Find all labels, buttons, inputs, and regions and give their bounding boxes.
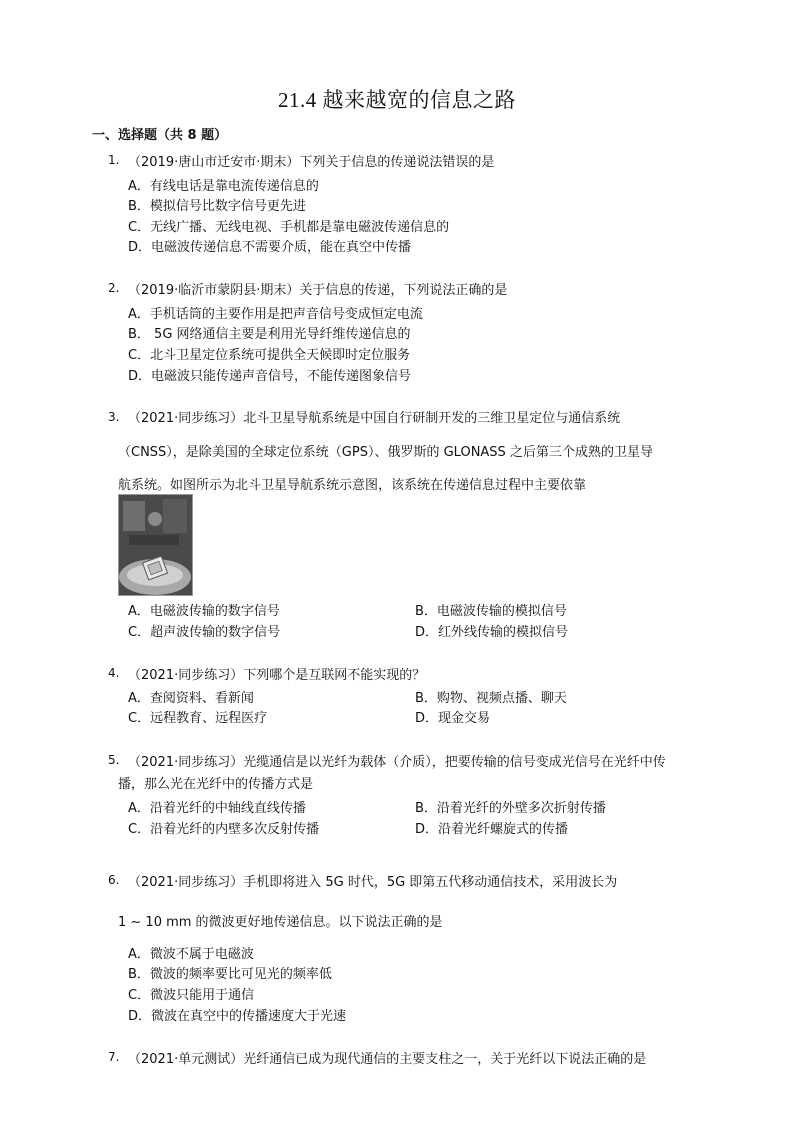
question-4-number: 4. — [108, 666, 120, 680]
question-5-stem-line-2: 播，那么光在光纤中的传播方式是 — [118, 777, 314, 792]
question-4-option-d: D．现金交易 — [415, 711, 491, 726]
question-6-option-c: C．微波只能用于通信 — [128, 988, 255, 1003]
question-2-option-c: C．北斗卫星定位系统可提供全天候即时定位服务 — [128, 348, 411, 363]
question-3-option-a: A．电磁波传输的数字信号 — [128, 604, 280, 619]
question-5-option-d: D．沿着光纤螺旋式的传播 — [415, 822, 569, 837]
question-4-stem: （2021·同步练习）下列哪个是互联网不能实现的？ — [128, 668, 426, 683]
question-3-option-b: B．电磁波传输的模拟信号 — [415, 604, 567, 619]
question-1-option-c: C．无线广播、无线电视、手机都是靠电磁波传递信息的 — [128, 220, 450, 235]
question-1-option-d: D．电磁波传递信息不需要介质，能在真空中传播 — [128, 240, 412, 255]
beidou-diagram-image — [118, 494, 193, 596]
question-3-option-d: D．红外线传输的模拟信号 — [415, 625, 569, 640]
question-5-number: 5. — [108, 753, 120, 767]
question-7-number: 7. — [108, 1050, 120, 1064]
question-3-stem-line-1: （2021·同步练习）北斗卫星导航系统是中国自行研制开发的三维卫星定位与通信系统 — [128, 411, 621, 426]
question-5-option-c: C．沿着光纤的内壁多次反射传播 — [128, 822, 320, 837]
question-4-option-c: C．远程教育、远程医疗 — [128, 711, 268, 726]
question-6-stem-line-2: 1 ~ 10 mm 的微波更好地传递信息。以下说法正确的是 — [118, 915, 443, 930]
question-3-number: 3. — [108, 410, 120, 424]
question-1-option-b: B．模拟信号比数字信号更先进 — [128, 199, 306, 214]
section-heading: 一、选择题（共 8 题） — [92, 128, 228, 143]
question-1-stem: （2019·唐山市迁安市·期末）下列关于信息的传递说法错误的是 — [128, 155, 495, 170]
question-5-option-b: B．沿着光纤的外壁多次折射传播 — [415, 801, 606, 816]
question-6-number: 6. — [108, 873, 120, 887]
question-3-stem-line-3: 航系统。如图所示为北斗卫星导航系统示意图，该系统在传递信息过程中主要依靠 — [118, 478, 587, 493]
question-2-option-a: A．手机话筒的主要作用是把声音信号变成恒定电流 — [128, 307, 423, 322]
question-2-option-d: D．电磁波只能传递声音信号，不能传递图象信号 — [128, 369, 412, 384]
question-4-option-b: B．购物、视频点播、聊天 — [415, 691, 567, 706]
question-6-option-a: A．微波不属于电磁波 — [128, 947, 254, 962]
question-3-option-c: C．超声波传输的数字信号 — [128, 625, 281, 640]
question-7-stem: （2021·单元测试）光纤通信已成为现代通信的主要支柱之一，关于光纤以下说法正确的是 — [128, 1052, 647, 1067]
question-2-option-b: B． 5G 网络通信主要是利用光导纤维传递信息的 — [128, 327, 411, 342]
question-6-option-d: D．微波在真空中的传播速度大于光速 — [128, 1009, 347, 1024]
question-1-number: 1. — [108, 153, 120, 167]
page-title: 21.4 越来越宽的信息之路 — [278, 88, 516, 112]
question-5-stem-line-1: （2021·同步练习）光缆通信是以光纤为载体（介质），把要传输的信号变成光信号在光纤中传 — [128, 755, 666, 770]
question-3-stem-line-2: （CNSS），是除美国的全球定位系统（GPS）、俄罗斯的 GLONASS 之后第三个成熟的卫星导 — [118, 445, 653, 460]
question-4-option-a: A．查阅资料、看新闻 — [128, 691, 254, 706]
question-2-number: 2. — [108, 281, 120, 295]
question-6-stem-line-1: （2021·同步练习）手机即将进入 5G 时代，5G 即第五代移动通信技术，采用波长为 — [128, 875, 618, 890]
question-5-option-a: A．沿着光纤的中轴线直线传播 — [128, 801, 306, 816]
question-1-option-a: A．有线电话是靠电流传递信息的 — [128, 179, 319, 194]
question-6-option-b: B．微波的频率要比可见光的频率低 — [128, 967, 332, 982]
question-2-stem: （2019·临沂市蒙阴县·期末）关于信息的传递，下列说法正确的是 — [128, 283, 508, 298]
